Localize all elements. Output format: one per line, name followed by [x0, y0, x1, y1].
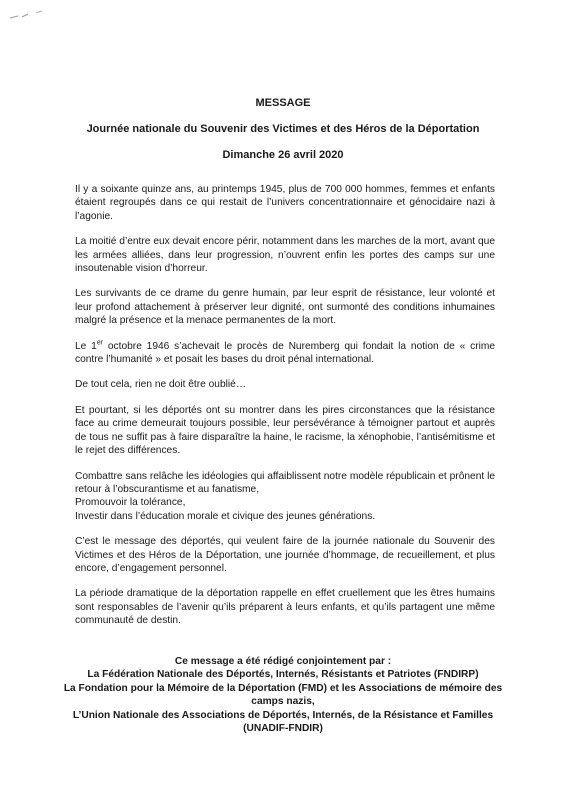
signatory-fmd: La Fondation pour la Mémoire de la Déportation (FMD) et les Associations de mémoire des camps nazis, [63, 682, 503, 708]
signatories-block [60, 655, 506, 735]
paragraph-5: De tout cela, rien ne doit être oublié… [75, 379, 247, 391]
signatories-intro: Ce message a été rédigé conjointement par : [174, 656, 392, 667]
document-subtitle: Journée nationale du Souvenir des Victimes et des Héros de la Déportation [86, 123, 480, 135]
document-date: Dimanche 26 avril 2020 [222, 149, 344, 161]
paragraph-6: Et pourtant, si les déportés ont su montrer dans les pires circonstances que la résistance face au crime demeurait toujours possible, leur persévérance à témoigner partout et auprès de tous ne suffit pas à faire disparaître la haine, le racisme, la xénophobie, l’antisémitisme et le rejet des différences. [75, 404, 495, 457]
document-title: MESSAGE [255, 97, 311, 109]
paragraph-7-line-2: Promouvoir la tolérance, [75, 497, 186, 509]
paragraph-3: Les survivants de ce drame du genre humain, par leur esprit de résistance, leur volonté et leur profond attachement à préserver leur dignité, ont surmonté des conditions inhumaines malgré la présence et la menace permanentes de la mort. [75, 288, 495, 327]
signatory-unadif: L’Union Nationale des Associations de Déportés, Internés, de la Résistance et Familles (UNADIF-FNDIR) [72, 709, 494, 735]
signatory-fndirp: La Fédération Nationale des Déportés, Internés, Résistants et Patriotes (FNDIRP) [87, 669, 479, 681]
scan-artifact-mark [8, 8, 48, 22]
paragraph-8: C’est le message des déportés, qui veulent faire de la journée nationale du Souvenir des Victimes et des Héros de la Déportation, une journée d’hommage, de recueillement, et plus encore, d’engagement personnel. [75, 536, 495, 574]
paragraph-4-start: Le 1 [75, 340, 97, 352]
paragraph-4 [75, 340, 495, 367]
paragraph-1: Il y a soixante quinze ans, au printemps 1945, plus de 700 000 hommes, femmes et enfants étaient regroupés dans ce qui restait de l’univers concentrationnaire et génocidaire nazi à l’agonie. [75, 184, 495, 222]
paragraph-7: Combattre sans relâche les idéologies qui affaiblissent notre modèle républicain et prônent le retour à l’obscurantisme et au fanatisme, [75, 470, 495, 495]
paragraph-2: La moitié d’entre eux devait encore périr, notamment dans les marches de la mort, avant que les armées alliées, dans leur progression, n’ouvrent enfin les portes des camps sur une insoutenable vision d’horreur. [75, 236, 495, 275]
message-body [75, 183, 495, 640]
paragraph-7-line-3: Investir dans l’éducation morale et civique des jeunes générations. [75, 510, 376, 522]
paragraph-4-rest: octobre 1946 s’achevait le procès de Nuremberg qui fondait la notion de « crime contre l’humanité » et posait les bases du droit pénal international. [75, 340, 496, 366]
paragraph-9: La période dramatique de la déportation rappelle en effet cruellement que les êtres humains sont responsables de l’avenir qu’ils préparent à leurs enfants, et qu’ils partagent une même communauté de destin. [75, 588, 495, 627]
ordinal-superscript: er [96, 339, 104, 347]
